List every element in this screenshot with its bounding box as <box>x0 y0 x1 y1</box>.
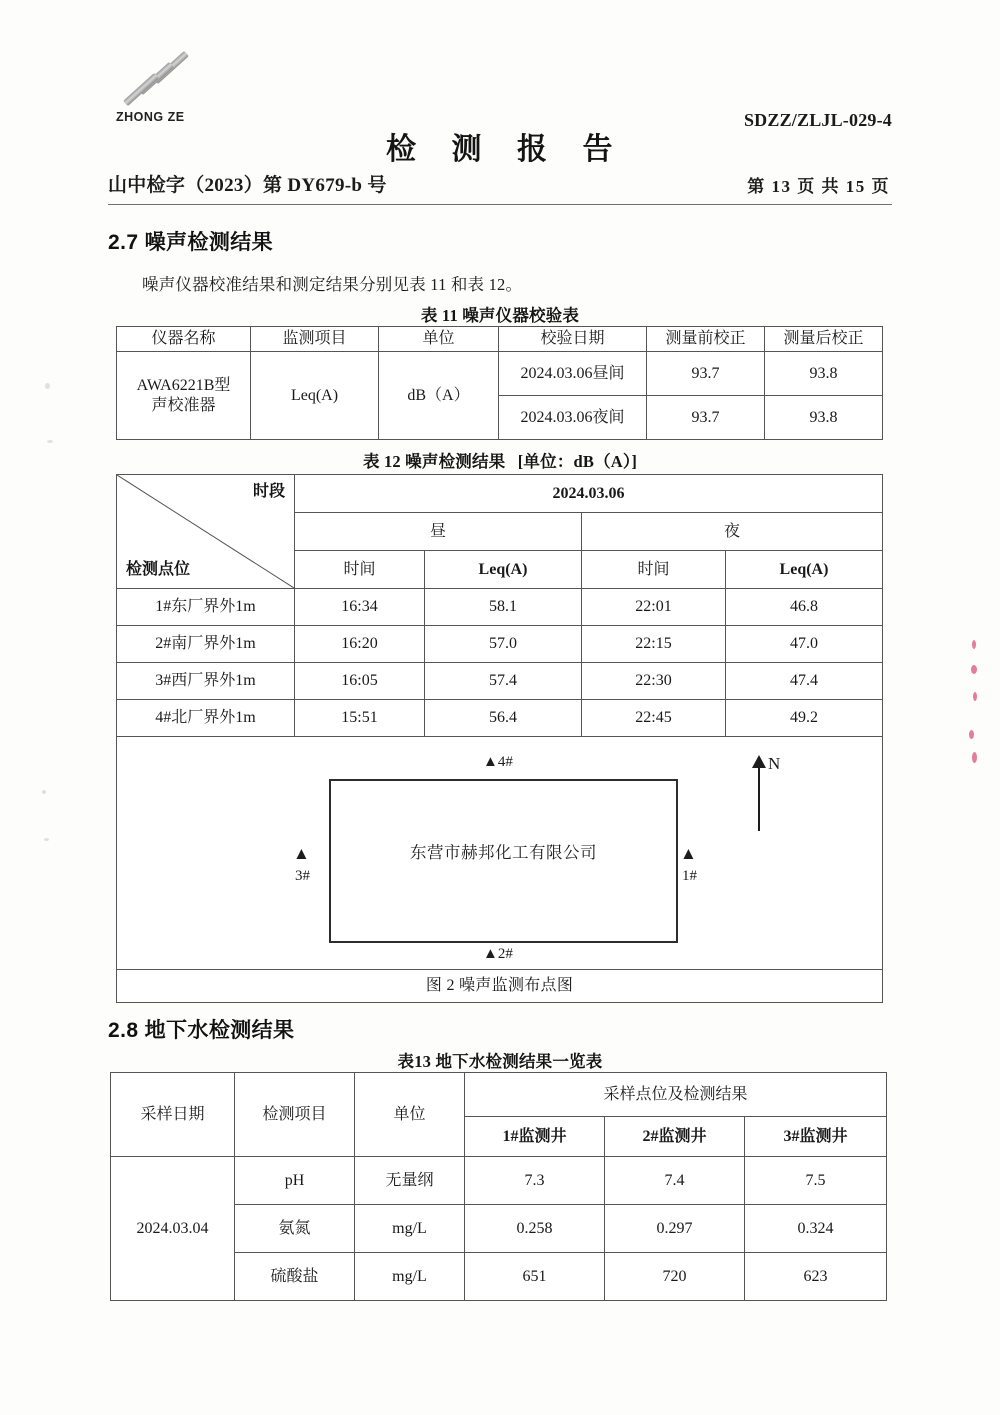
figure-2-caption: 图 2 噪声监测布点图 <box>117 970 883 1003</box>
cell-well-1-value: 7.3 <box>465 1157 605 1205</box>
table-11-header-row <box>117 327 883 352</box>
th-night-time: 时间 <box>582 551 726 589</box>
cell-night-leq: 46.8 <box>726 589 883 626</box>
cell-day-time: 15:51 <box>295 700 425 737</box>
cell-well-2-value: 7.4 <box>605 1157 745 1205</box>
th-unit: 单位 <box>355 1073 465 1157</box>
cell-day-leq: 57.4 <box>425 663 582 700</box>
cell-well-1-value: 0.258 <box>465 1205 605 1253</box>
corner-diagonal-header <box>117 475 295 589</box>
scan-artifact <box>971 665 977 674</box>
cell-instrument-name <box>117 352 251 440</box>
document-code: SDZZ/ZLJL-029-4 <box>743 110 892 130</box>
cell-test-item: pH <box>235 1157 355 1205</box>
th-after-calib: 测量后校正 <box>765 327 883 352</box>
table-12-header-row-1 <box>117 475 883 513</box>
table-row <box>117 352 883 396</box>
page-number: 第 13 页 共 15 页 <box>747 177 890 196</box>
cell-test-item: 氨氮 <box>235 1205 355 1253</box>
scan-artifact <box>973 692 977 701</box>
monitor-point-3-label: 3# <box>295 868 310 884</box>
th-period-night: 夜 <box>582 513 883 551</box>
cell-unit: mg/L <box>355 1253 465 1301</box>
cell-night-time: 22:01 <box>582 589 726 626</box>
cell-monitor-point: 3#西厂界外1m <box>117 663 295 700</box>
logo-text: ZHONG ZE <box>116 110 185 124</box>
table-row <box>117 589 883 626</box>
section-2-7-intro: 噪声仪器校准结果和测定结果分别见表 11 和表 12。 <box>142 275 523 294</box>
cell-day-time: 16:20 <box>295 626 425 663</box>
north-arrow-label: N <box>768 754 781 773</box>
monitor-point-3-marker: ▲ <box>293 844 310 863</box>
th-well-1: 1#监测井 <box>465 1117 605 1157</box>
monitor-point-4-label: ▲4# <box>483 754 513 770</box>
cell-well-3-value: 623 <box>745 1253 887 1301</box>
cell-monitor-point: 4#北厂界外1m <box>117 700 295 737</box>
cell-test-item: 硫酸盐 <box>235 1253 355 1301</box>
cell-day-leq: 58.1 <box>425 589 582 626</box>
cell-day-time: 16:05 <box>295 663 425 700</box>
north-arrow-icon <box>750 755 796 831</box>
th-day-time: 时间 <box>295 551 425 589</box>
scan-artifact <box>44 838 49 841</box>
table-row <box>111 1157 887 1205</box>
scan-artifact <box>972 752 977 763</box>
scan-artifact <box>969 730 974 739</box>
figure-2-noise-layout <box>117 737 883 970</box>
cell-monitor-point: 2#南厂界外1m <box>117 626 295 663</box>
th-well-2: 2#监测井 <box>605 1117 745 1157</box>
cell-night-leq: 47.4 <box>726 663 883 700</box>
header-divider <box>108 204 892 205</box>
table-12-caption-unit: [单位：dB（A）] <box>517 452 638 471</box>
table-row <box>117 700 883 737</box>
th-monitor-item: 监测项目 <box>251 327 379 352</box>
table-row <box>117 663 883 700</box>
corner-label-point: 检测点位 <box>126 561 191 578</box>
cell-calib-date: 2024.03.06昼间 <box>499 352 647 396</box>
table-11-instrument-calibration <box>116 326 883 440</box>
report-title: 检 测 报 告 <box>386 133 627 166</box>
cell-sample-date: 2024.03.04 <box>111 1157 235 1301</box>
monitor-point-1-label: 1# <box>682 868 697 884</box>
cell-night-leq: 47.0 <box>726 626 883 663</box>
cell-well-2-value: 720 <box>605 1253 745 1301</box>
corner-label-period: 时段 <box>252 483 285 500</box>
cell-night-time: 22:15 <box>582 626 726 663</box>
plant-boundary-box <box>329 779 678 943</box>
instrument-name-line2: 声校准器 <box>151 396 216 414</box>
cell-after-calib: 93.8 <box>765 352 883 396</box>
logo-bars-icon <box>116 60 200 106</box>
north-arrow-shaft <box>758 765 760 831</box>
cell-unit: mg/L <box>355 1205 465 1253</box>
table-row <box>117 626 883 663</box>
th-test-item: 检测项目 <box>235 1073 355 1157</box>
figure-2-row <box>117 737 883 970</box>
th-before-calib: 测量前校正 <box>647 327 765 352</box>
table-12-noise-results <box>116 474 883 1003</box>
cell-well-3-value: 0.324 <box>745 1205 887 1253</box>
th-day-leq: Leq(A) <box>425 551 582 589</box>
cell-well-2-value: 0.297 <box>605 1205 745 1253</box>
cell-calib-date: 2024.03.06夜间 <box>499 396 647 440</box>
table-11-caption: 表 11 噪声仪器校验表 <box>420 306 580 325</box>
table-12-caption-main: 表 12 噪声检测结果 <box>362 452 506 471</box>
scan-artifact <box>42 790 46 794</box>
cell-unit: dB（A） <box>379 352 499 440</box>
figure-2-canvas <box>117 737 882 969</box>
page-header <box>108 52 892 196</box>
company-logo <box>116 60 212 132</box>
section-heading-2-7: 2.7 噪声检测结果 <box>108 231 274 254</box>
scan-artifact <box>45 383 50 389</box>
cell-monitor-point: 1#东厂界外1m <box>117 589 295 626</box>
cell-day-leq: 57.0 <box>425 626 582 663</box>
th-calib-date: 校验日期 <box>499 327 647 352</box>
cell-well-3-value: 7.5 <box>745 1157 887 1205</box>
report-number: 山中检字（2023）第 DY679-b 号 <box>108 175 387 196</box>
plant-name-label: 东营市赫邦化工有限公司 <box>410 843 597 862</box>
scan-artifact <box>47 440 53 443</box>
cell-night-time: 22:30 <box>582 663 726 700</box>
th-measurement-date: 2024.03.06 <box>295 475 883 513</box>
table-12-caption <box>0 448 1000 472</box>
cell-day-leq: 56.4 <box>425 700 582 737</box>
th-well-3: 3#监测井 <box>745 1117 887 1157</box>
th-period-day: 昼 <box>295 513 582 551</box>
monitor-point-1-marker: ▲ <box>680 844 697 863</box>
table-13-caption: 表13 地下水检测结果一览表 <box>397 1052 603 1071</box>
section-heading-2-8: 2.8 地下水检测结果 <box>108 1019 295 1042</box>
cell-after-calib: 93.8 <box>765 396 883 440</box>
cell-unit: 无量纲 <box>355 1157 465 1205</box>
cell-well-1-value: 651 <box>465 1253 605 1301</box>
th-unit: 单位 <box>379 327 499 352</box>
instrument-name-line1: AWA6221B型 <box>136 376 231 394</box>
th-night-leq: Leq(A) <box>726 551 883 589</box>
cell-before-calib: 93.7 <box>647 396 765 440</box>
cell-night-time: 22:45 <box>582 700 726 737</box>
cell-before-calib: 93.7 <box>647 352 765 396</box>
th-sample-date: 采样日期 <box>111 1073 235 1157</box>
cell-monitor-item: Leq(A) <box>251 352 379 440</box>
th-sampling-points-group: 采样点位及检测结果 <box>465 1073 887 1117</box>
cell-day-time: 16:34 <box>295 589 425 626</box>
scan-artifact <box>972 640 976 649</box>
table-13-header-row-1 <box>111 1073 887 1117</box>
th-instrument-name: 仪器名称 <box>117 327 251 352</box>
cell-night-leq: 49.2 <box>726 700 883 737</box>
monitor-point-2-label: ▲2# <box>483 946 513 962</box>
figure-2-caption-row <box>117 970 883 1003</box>
table-13-groundwater-results <box>110 1072 887 1301</box>
